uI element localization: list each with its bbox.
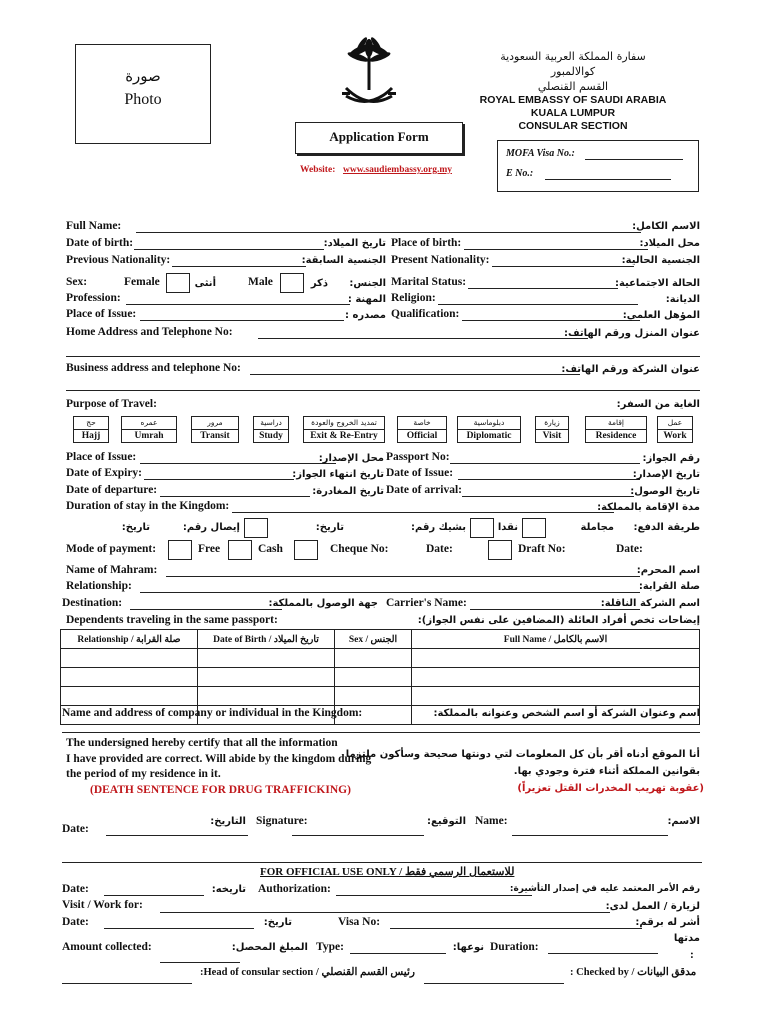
mofa-field[interactable]: [585, 159, 683, 160]
female-label-ar: أنثى: [194, 278, 216, 289]
free-label: Free: [198, 543, 221, 555]
table-row[interactable]: [61, 668, 700, 687]
relationship-label-ar: صلة القرابة:: [638, 581, 700, 592]
arrival-label-ar: تاريخ الوصول:: [630, 486, 700, 497]
doi-field[interactable]: [458, 479, 640, 480]
pres-nationality-label: Present Nationality:: [391, 254, 490, 266]
prev-nationality-label-ar: الجنسية السابقة:: [301, 255, 386, 266]
purpose-hajj[interactable]: حج Hajj: [73, 416, 109, 443]
table-row[interactable]: [61, 649, 700, 668]
full-name-field[interactable]: [136, 232, 641, 233]
purpose-residence[interactable]: إقامة Residence: [585, 416, 647, 443]
destination-field[interactable]: [130, 609, 282, 610]
cash-checkbox[interactable]: [228, 540, 252, 560]
mahram-name-label-ar: اسم المحرم:: [636, 565, 700, 576]
visa-no-field[interactable]: [390, 928, 642, 929]
religion-field[interactable]: [438, 304, 638, 305]
amount-field[interactable]: [160, 962, 240, 963]
poi2-label: Place of Issue:: [66, 451, 137, 463]
authorization-label-ar: رقم الأمر المعتمد عليه في إصدار التأشيرة:: [509, 884, 700, 894]
passport-label-ar: رقم الجواز:: [642, 453, 700, 464]
duration-label-ar-official: مدتها: [673, 933, 700, 944]
declaration-ar-2: بقوانين المملكة أثناء فترة وجودي بها.: [513, 766, 700, 777]
col-full-name: Full Name / الاسم بالكامل: [412, 630, 700, 649]
female-label: Female: [124, 276, 160, 288]
full-name-label-ar: الاسم الكامل:: [632, 221, 700, 232]
signature-date-label-ar: التاريخ:: [210, 816, 246, 827]
business-address-label: Business address and telephone No:: [66, 362, 241, 374]
dob-label: Date of birth:: [66, 237, 134, 249]
col-dob: Date of Birth / تاريخ الميلاد: [198, 630, 335, 649]
official-date-2-field[interactable]: [104, 928, 254, 929]
name-field[interactable]: [512, 835, 668, 836]
visit-work-label: Visit / Work for:: [62, 899, 143, 911]
qualification-label-ar: المؤهل العلمي:: [622, 310, 700, 321]
home-address-label: Home Address and Telephone No:: [66, 326, 233, 338]
purpose-umrah[interactable]: عمره Umrah: [121, 416, 177, 443]
destination-label-ar: جهة الوصول بالمملكة:: [268, 598, 378, 609]
sex-label: Sex:: [66, 276, 88, 288]
declaration-en-4: (DEATH SENTENCE FOR DRUG TRAFFICKING): [90, 784, 351, 796]
official-date-1-label-ar: تاريخه:: [211, 884, 246, 895]
cash-label: Cash: [258, 543, 283, 555]
marital-label: Marital Status:: [391, 276, 467, 288]
business-address-field-2[interactable]: [66, 390, 700, 391]
official-date-1-label: Date:: [62, 883, 89, 895]
doi-label-ar: تاريخ الإصدار:: [632, 469, 700, 480]
dob-field[interactable]: [134, 249, 324, 250]
profession-label-ar: المهنة :: [347, 294, 386, 305]
dependents-label-ar: إيضاحات تخص أفراد العائلة (المضافين على نفس الجواز):: [417, 615, 700, 626]
visa-no-label: Visa No:: [338, 916, 381, 928]
draft-checkbox[interactable]: [488, 540, 512, 560]
official-duration-colon: :: [690, 949, 694, 961]
arrival-label: Date of arrival:: [386, 484, 462, 496]
purpose-official[interactable]: خاصة Official: [397, 416, 447, 443]
type-field[interactable]: [350, 953, 446, 954]
pob-label-ar: محل الميلاد:: [639, 238, 700, 249]
marital-field[interactable]: [468, 288, 618, 289]
mahram-name-label: Name of Mahram:: [66, 564, 158, 576]
name-label: Name:: [475, 815, 508, 827]
religion-label-ar: الديانة:: [665, 294, 700, 305]
official-title: FOR OFFICIAL USE ONLY / للاستعمال الرسمي فقط: [260, 866, 515, 878]
photo-label-en: Photo: [124, 91, 162, 108]
declaration-ar-3: (عقوبة تهريب المخدرات القتل تعزيراً): [517, 783, 704, 794]
official-date-2-label-ar: تاريخ:: [263, 917, 292, 928]
poi-field[interactable]: [140, 320, 344, 321]
table-row[interactable]: [61, 687, 700, 706]
pob-field[interactable]: [464, 249, 648, 250]
photo-label-ar: صورة: [125, 67, 161, 85]
duration-field[interactable]: [232, 512, 614, 513]
female-checkbox[interactable]: [166, 273, 190, 293]
mode-payment-label: Mode of payment:: [66, 543, 157, 555]
cash-checkbox-ar[interactable]: [522, 518, 546, 538]
name-label-ar: الاسم:: [667, 816, 700, 827]
official-date-2-label: Date:: [62, 916, 89, 928]
company-label: Name and address of company or individual in the Kingdom:: [62, 707, 363, 719]
passport-field[interactable]: [450, 463, 640, 464]
purpose-label: Purpose of Travel:: [66, 398, 157, 410]
official-duration-field[interactable]: [548, 953, 658, 954]
official-date-1-field[interactable]: [104, 895, 204, 896]
expiry-label-ar: تاريخ انتهاء الجواز:: [292, 469, 384, 480]
cheque-label: Cheque No:: [330, 543, 389, 555]
male-checkbox[interactable]: [280, 273, 304, 293]
website-label: Website:: [300, 165, 336, 175]
carrier-label-ar: اسم الشركة الناقلة:: [600, 598, 700, 609]
embassy-name-en: ROYAL EMBASSY OF SAUDI ARABIA: [479, 94, 667, 106]
free-checkbox[interactable]: [168, 540, 192, 560]
destination-label: Destination:: [62, 597, 123, 609]
signature-label: Signature:: [256, 815, 308, 827]
arrival-field[interactable]: [462, 496, 634, 497]
mofa-label: MOFA Visa No.:: [506, 148, 575, 159]
head-consular-label: :Head of consular section / رئيس القسم القنصلي: [200, 967, 415, 978]
payment-date-label-1: Date:: [426, 543, 453, 555]
duration-label-ar: مدة الإقامة بالمملكة:: [597, 502, 700, 513]
pob-label: Place of birth:: [391, 237, 462, 249]
photo-box[interactable]: [75, 44, 211, 144]
home-address-field[interactable]: [258, 338, 588, 339]
signature-label-ar: التوقيع:: [427, 816, 466, 827]
eno-label: E No.:: [506, 168, 534, 179]
head-consular-field[interactable]: [62, 983, 192, 984]
declaration-ar-1: أنا الموقع أدناه أقر بأن كل المعلومات لتي دونتها صحيحة وسأكون ملتزما: [345, 749, 700, 760]
home-address-label-ar: عنوان المنزل ورقم الهاتف:: [563, 328, 700, 339]
col-relationship: Relationship / صلة القرابة: [61, 630, 198, 649]
prev-nationality-label: Previous Nationality:: [66, 254, 171, 266]
official-divider: [62, 862, 702, 863]
departure-label: Date of departure:: [66, 484, 158, 496]
full-name-label: Full Name:: [66, 220, 122, 232]
pres-nationality-field[interactable]: [492, 266, 634, 267]
saudi-emblem-icon: [338, 36, 400, 114]
draft-label: Draft No:: [518, 543, 566, 555]
poi-label: Place of Issue:: [66, 308, 137, 320]
carrier-label: Carrier's Name:: [386, 597, 467, 609]
city-en: KUALA LUMPUR: [530, 107, 616, 119]
checked-by-label: : Checked by / مدقق البيانات: [570, 967, 697, 978]
website-link[interactable]: www.saudiembassy.org.my: [343, 165, 452, 175]
dob-label-ar: تاريخ الميلاد:: [323, 238, 386, 249]
form-title: Application Form: [329, 129, 429, 144]
embassy-name-ar: سفارة المملكة العربية السعودية: [500, 50, 646, 63]
type-label-ar: نوعها:: [452, 942, 484, 953]
pres-nationality-label-ar: الجنسية الحالية:: [621, 255, 700, 266]
payment-date-ar-1: تاريخ:: [121, 522, 150, 533]
relationship-field[interactable]: [140, 592, 640, 593]
cash-label-ar: نقدا: [497, 522, 518, 533]
poi-label-ar: مصدره :: [345, 310, 386, 321]
poi2-field[interactable]: [140, 463, 336, 464]
purpose-label-ar: الغاية من السفر:: [616, 399, 700, 410]
type-label: Type:: [316, 941, 344, 953]
col-sex: Sex / الجنس: [335, 630, 412, 649]
relationship-label: Relationship:: [66, 580, 132, 592]
payment-method-ar: طريقة الدفع:: [633, 522, 700, 533]
payment-date-label-2: Date:: [616, 543, 643, 555]
purpose-transit[interactable]: مرور Transit: [191, 416, 239, 443]
qualification-label: Qualification:: [391, 308, 460, 320]
declaration-en-2: I have provided are correct. Will abide by the kingdom during: [66, 753, 372, 765]
profession-label: Profession:: [66, 292, 121, 304]
purpose-study[interactable]: دراسية Study: [253, 416, 289, 443]
visit-work-label-ar: لزيارة / العمل لدى:: [605, 901, 700, 912]
declaration-en-3: the period of my residence in it.: [66, 768, 221, 780]
signature-date-label: Date:: [62, 823, 89, 835]
male-label-ar: ذكر: [310, 278, 328, 289]
purpose-exit-reentry[interactable]: تمديد الخروج والعودة Exit & Re-Entry: [303, 416, 385, 443]
profession-field[interactable]: [126, 304, 350, 305]
cheque-label-ar: بشيك رقم:: [411, 522, 466, 533]
purpose-work[interactable]: عمل Work: [657, 416, 693, 443]
amount-label: Amount collected:: [62, 941, 152, 953]
visit-work-field[interactable]: [160, 912, 610, 913]
section-ar: القسم القنصلي: [537, 80, 609, 93]
free-label-ar: مجاملة: [580, 522, 614, 533]
cheque-checkbox[interactable]: [294, 540, 318, 560]
departure-field[interactable]: [160, 496, 310, 497]
amount-label-ar: المبلغ المحصل:: [231, 942, 308, 953]
cheque-checkbox-ar[interactable]: [470, 518, 494, 538]
purpose-visit[interactable]: زيارة Visit: [535, 416, 569, 443]
official-duration-label: Duration:: [490, 941, 539, 953]
payment-date-ar-2: تاريخ:: [315, 522, 344, 533]
receipt-checkbox[interactable]: [244, 518, 268, 538]
duration-label: Duration of stay in the Kingdom:: [66, 500, 230, 512]
dependents-label: Dependents traveling in the same passport:: [66, 614, 278, 626]
qualification-field[interactable]: [462, 320, 640, 321]
poi2-label-ar: محل الإصدار:: [318, 453, 384, 464]
religion-label: Religion:: [391, 292, 436, 304]
authorization-label: Authorization:: [258, 883, 331, 895]
male-label: Male: [248, 276, 273, 288]
expiry-field[interactable]: [144, 479, 294, 480]
eno-field[interactable]: [545, 179, 671, 180]
signature-date-field[interactable]: [106, 835, 248, 836]
expiry-label: Date of Expiry:: [66, 467, 143, 479]
signature-field[interactable]: [292, 835, 424, 836]
business-address-label-ar: عنوان الشركة ورقم الهاتف:: [561, 364, 700, 375]
doi-label: Date of Issue:: [386, 467, 454, 479]
head-consular-field-2[interactable]: [424, 983, 564, 984]
purpose-diplomatic[interactable]: دبلوماسية Diplomatic: [457, 416, 521, 443]
receipt-label-ar: إيصال رقم:: [182, 522, 240, 533]
company-field[interactable]: [62, 732, 700, 733]
declaration-en-1: The undersigned hereby certify that all the information: [66, 737, 338, 749]
city-ar: كوالالمبور: [550, 65, 596, 78]
visa-no-label-ar: أشر له برقم:: [635, 917, 700, 928]
mahram-name-field[interactable]: [166, 576, 640, 577]
company-label-ar: اسم وعنوان الشركة أو اسم الشخص وعنوانه بالمملكة:: [433, 708, 700, 719]
marital-label-ar: الحالة الاجتماعية:: [614, 278, 700, 289]
carrier-field[interactable]: [470, 609, 640, 610]
home-address-field-2[interactable]: [66, 356, 700, 357]
passport-label: Passport No:: [386, 451, 450, 463]
departure-label-ar: تاريخ المغادرة:: [312, 486, 384, 497]
section-en: CONSULAR SECTION: [518, 120, 628, 132]
authorization-field[interactable]: [336, 895, 532, 896]
prev-nationality-field[interactable]: [172, 266, 306, 267]
sex-label-ar: الجنس:: [349, 278, 386, 289]
business-address-field[interactable]: [250, 374, 580, 375]
